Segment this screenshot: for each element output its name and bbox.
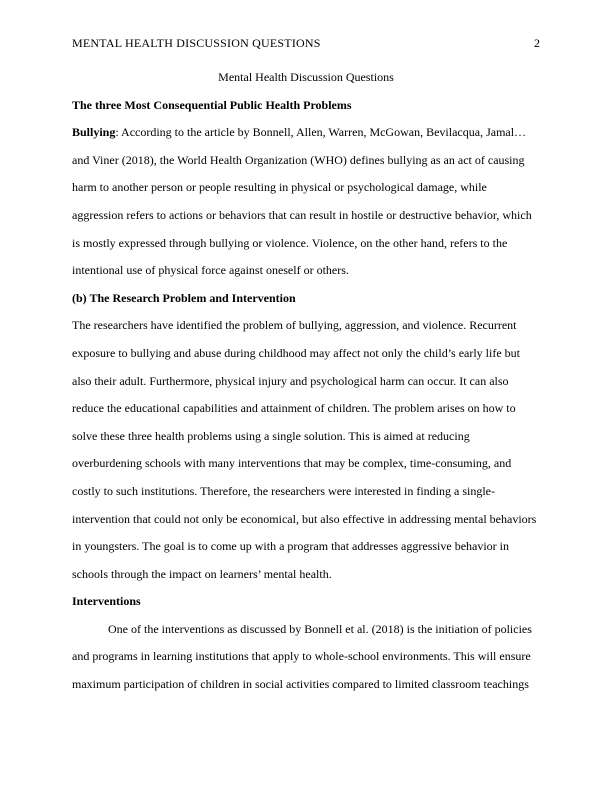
running-head: MENTAL HEALTH DISCUSSION QUESTIONS	[72, 36, 321, 50]
section-heading-interventions: Interventions	[72, 594, 141, 609]
paragraph-research: The researchers have identified the problem of bullying, aggression, and violence. Recurrent exposure to bullying and abuse during childhood may affect not only the child’s early life but also their adult. Furthermore, physical injury and psychological harm can occur. It can also reduce the educational capabilities and attainment of children. The problem arises on how to solve these three health problems using a single solution. This is aimed at reducing overburdening schools with many interventions that may be complex, time-consuming, and costly to such institutions. Therefore, the researchers were interested in finding a single-intervention that could not only be economical, but also effective in addressing mental behaviors in youngsters. The goal is to come up with a program that addresses aggressive behavior in schools through the impact on learners’ mental health.	[72, 318, 537, 581]
section-heading-problems: The three Most Consequential Public Health Problems	[72, 97, 352, 112]
paragraph-interventions: One of the interventions as discussed by Bonnell et al. (2018) is the initiation of policies and programs in learning institutions that apply to whole-school environments. This will ensure maximum participation of children in social activities compared to limited classroom teachings	[72, 621, 532, 692]
document-title: Mental Health Discussion Questions	[218, 70, 394, 84]
page-number: 2	[534, 36, 540, 50]
document-body	[72, 64, 540, 699]
bullying-text: : According to the article by Bonnell, Allen, Warren, McGowan, Bevilacqua, Jamal… and Viner (2018), the World Health Organization (WHO) defines bullying as an act of causing harm to another person or people resulting in physical or psychological damage, while aggression refers to actions or behaviors that can result in hostile or destructive behavior, which is mostly expressed through bullying or violence. Violence, on the other hand, refers to the intentional use of physical force against oneself or others.	[72, 125, 532, 278]
paragraph-bullying	[72, 119, 540, 285]
section-heading-research: (b) The Research Problem and Intervention	[72, 290, 296, 305]
page-header	[72, 36, 540, 51]
bullying-label: Bullying	[72, 125, 116, 140]
